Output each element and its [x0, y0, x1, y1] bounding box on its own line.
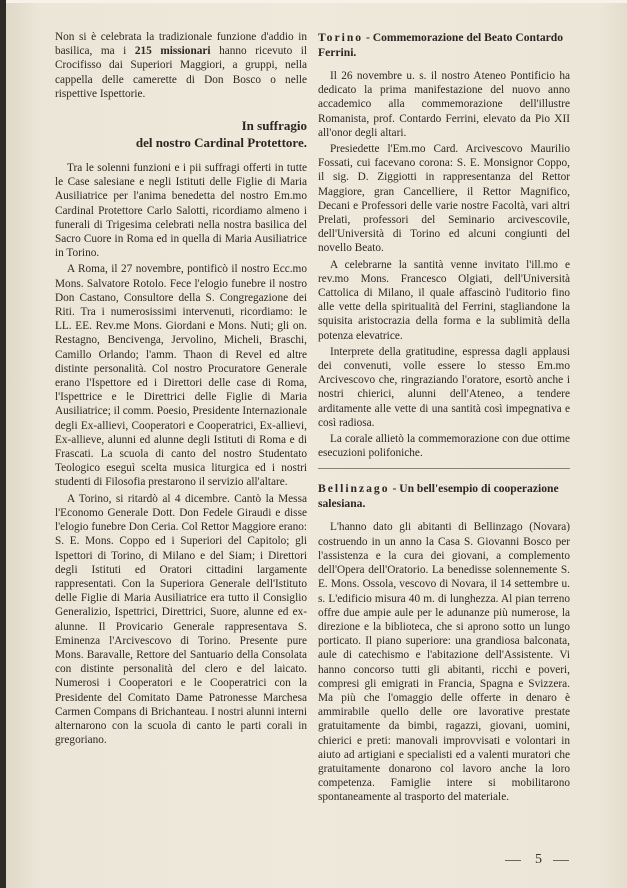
suffragio-paragraph-roma: A Roma, il 27 novembre, pontificò il nostro Ecc.mo Mons. Salvatore Rotolo. Fece l'elogio funebre il nostro Don Castano, Consultore della S. Congregazione dei Riti. Tra i numerosissimi intervenuti, ricordiamo: le LL. EE. Rev.me Mons. Giordani e Mons. Nuti; gli on. Restagno, Bencivenga, Jervolino, Micheli, Braschi, Camillo Orlando; l'amm. Thaon di Revel ed altre distinte personalità. Col nostro Procuratore Generale erano l'Ispettore ed i Direttori delle case di Roma, l'Ispettrice e le Direttrici delle Figlie di Maria Ausiliatrice; il comm. Poesio, Presidente Internazionale degli Ex-allievi, Cooperatori e Cooperatrici, Ex-allievi, Ex-allieve, alunni ed alunne degli Istituti di Roma e di Frascati. La scuola di canto del nostro Studentato Teologico eseguì scelta musica liturgica ed i nostri studenti di Filosofia prestarono il servizio all'altare.: [55, 263, 307, 489]
suffragio-paragraph-1: Tra le solenni funzioni e i pii suffragi offerti in tutte le Case salesiane e negli Istituti delle Figlie di Maria Ausiliatrice per l'anima benedetta del nostro Em.mo Cardinal Protettore Carlo Salotti, ricordiamo almeno i funerali di Trigesima celebrati nella nostra basilica del Sacro Cuore in Roma ed in quella di Maria Ausiliatrice in Torino.: [55, 162, 307, 260]
page-number-dash-left: [505, 860, 521, 861]
left-column: [55, 30, 307, 749]
right-column: [318, 30, 570, 807]
torino-heading: Torino - Commemorazione del Beato Contardo Ferrini.: [318, 31, 564, 59]
bellinzago-paragraph: L'hanno dato gli abitanti di Bellinzago (Novara) costruendo in un anno la Casa S. Giovanni Bosco per l'assistenza e la cura dei giovani, a complemento dell'Opera dell'Oratorio. La benedisse solennemente S. E. Mons. Ossola, vescovo di Novara, il 14 settembre u. s. L'edificio misura 40 m. di lunghezza. Al pian terreno offre due ampie aule per le adunanze più numerose, la direzione e la biblioteca, che si aprono sotto un lungo porticato. Il piano superiore: una grandiosa balconata, aule di catechismo e l'abitazione dell'Assistente. Vi hanno concorso tutti gli abitanti, ricchi e poveri, compresi gli emigrati in Francia, Spagna e Svizzera. Ma più che l'omaggio delle offerte in denaro è ammirabile quello delle ore lavorative prestate gratuitamente da bimbi, ragazzi, giovani, uomini, chierici e preti: manovali improvvisati e volontari in aiuto ad artigiani e specialisti ed a valenti muratori che gratuitamente donarono col lavoro anche la loro competenza. Famiglie intere si mobilitarono spontaneamente al trasporto del materiale.: [318, 521, 570, 804]
torino-paragraph-4: Interprete della gratitudine, espressa dagli applausi dei convenuti, volle essere lo stesso Em.mo Arcivescovo che, ringraziando l'oratore, esortò anche i nostri chierici, alunni dell'Ateneo, a tendere arditamente alle vette di una santità così impegnativa e così radiosa.: [318, 345, 570, 429]
torino-paragraph-3: A celebrarne la santità venne invitato l'ill.mo e rev.mo Mons. Francesco Olgiati, dell'Università Cattolica di Milano, il quale affascinò l'uditorio fino alle vette della spiritualità del Ferrini, stagliandone la squisita aristocrazia della forma e la sublimità della potenza elevatrice.: [318, 258, 570, 342]
page-top-edge: [0, 0, 627, 3]
section-divider: [318, 468, 570, 469]
page-number-dash-right: [553, 860, 569, 861]
page-number: 5: [535, 852, 542, 867]
torino-paragraph-5: La corale allietò la commemorazione con due ottime esecuzioni polifoniche.: [318, 433, 570, 460]
torino-paragraph-2: Presiedette l'Em.mo Card. Arcivescovo Maurilio Fossati, cui facevano corona: S. E. Monsignor Coppo, il sig. D. Ziggiotti in rappresentanza del Rettor Maggiore, gran Cancelliere, il Rettor Magnifico, Decani e Professori delle varie nostre Facoltà, vari altri Prelati, professori del Seminario arcivescovile, dell'Università di Torino ed alcuni congiunti del novello Beato.: [318, 143, 570, 255]
missionari-count: 215 missionari: [134, 45, 211, 58]
page-binding-edge: [0, 0, 6, 888]
intro-paragraph: Non si è celebrata la tradizionale funzione d'addio in basilica, ma i 215 missionari hanno ricevuto il Crocifisso dai Superiori Maggiori, a gruppi, nella cappella delle camerette di Don Bosco o nelle rispettive Ispettorie.: [55, 31, 308, 100]
torino-paragraph-1: Il 26 novembre u. s. il nostro Ateneo Pontificio ha dedicato la prima manifestazione del nuovo anno accademico alla commemorazione dell'illustre Romanista, prof. Contardo Ferrini, elevato da Pio XII all'onor degli altari.: [318, 70, 570, 139]
suffragio-paragraph-torino: A Torino, si ritardò al 4 dicembre. Cantò la Messa l'Economo Generale Dott. Don Fedele Giraudi e disse l'elogio funebre Don Ceria. Col Rettor Maggiore erano: S. E. Mons. Coppo ed i Superiori del Capitolo; gli Ispettori di Torino, di Milano e del Siam; i Direttori degli Istituti ed Oratori cittadini largamente rappresentati. Con la Superiora Generale dell'Istituto delle Figlie di Maria Ausiliatrice era tutto il Consiglio Generalizio, Ispettrici, Direttrici, Suore, alunne ed ex-alunne. Il Provicario Generale rappresentava S. Eminenza l'Arcivescovo di Torino. Presente pure Mons. Baravalle, Rettore del Santuario della Consolata con distinte personalità del clero e del laicato. Numerosi i Cooperatori e le Cooperatrici con la Presidente del Comitato Dame Patronesse Marchesa Carmen Compans di Brichanteau. I nostri alunni interni alternarono con la scuola di canto le parti corali in gregoriano.: [55, 492, 307, 747]
suffragio-heading: In suffragio del nostro Cardinal Protettore.: [135, 118, 307, 151]
bellinzago-heading: Bellinzago - Un bell'esempio di cooperazione salesiana.: [318, 482, 559, 511]
